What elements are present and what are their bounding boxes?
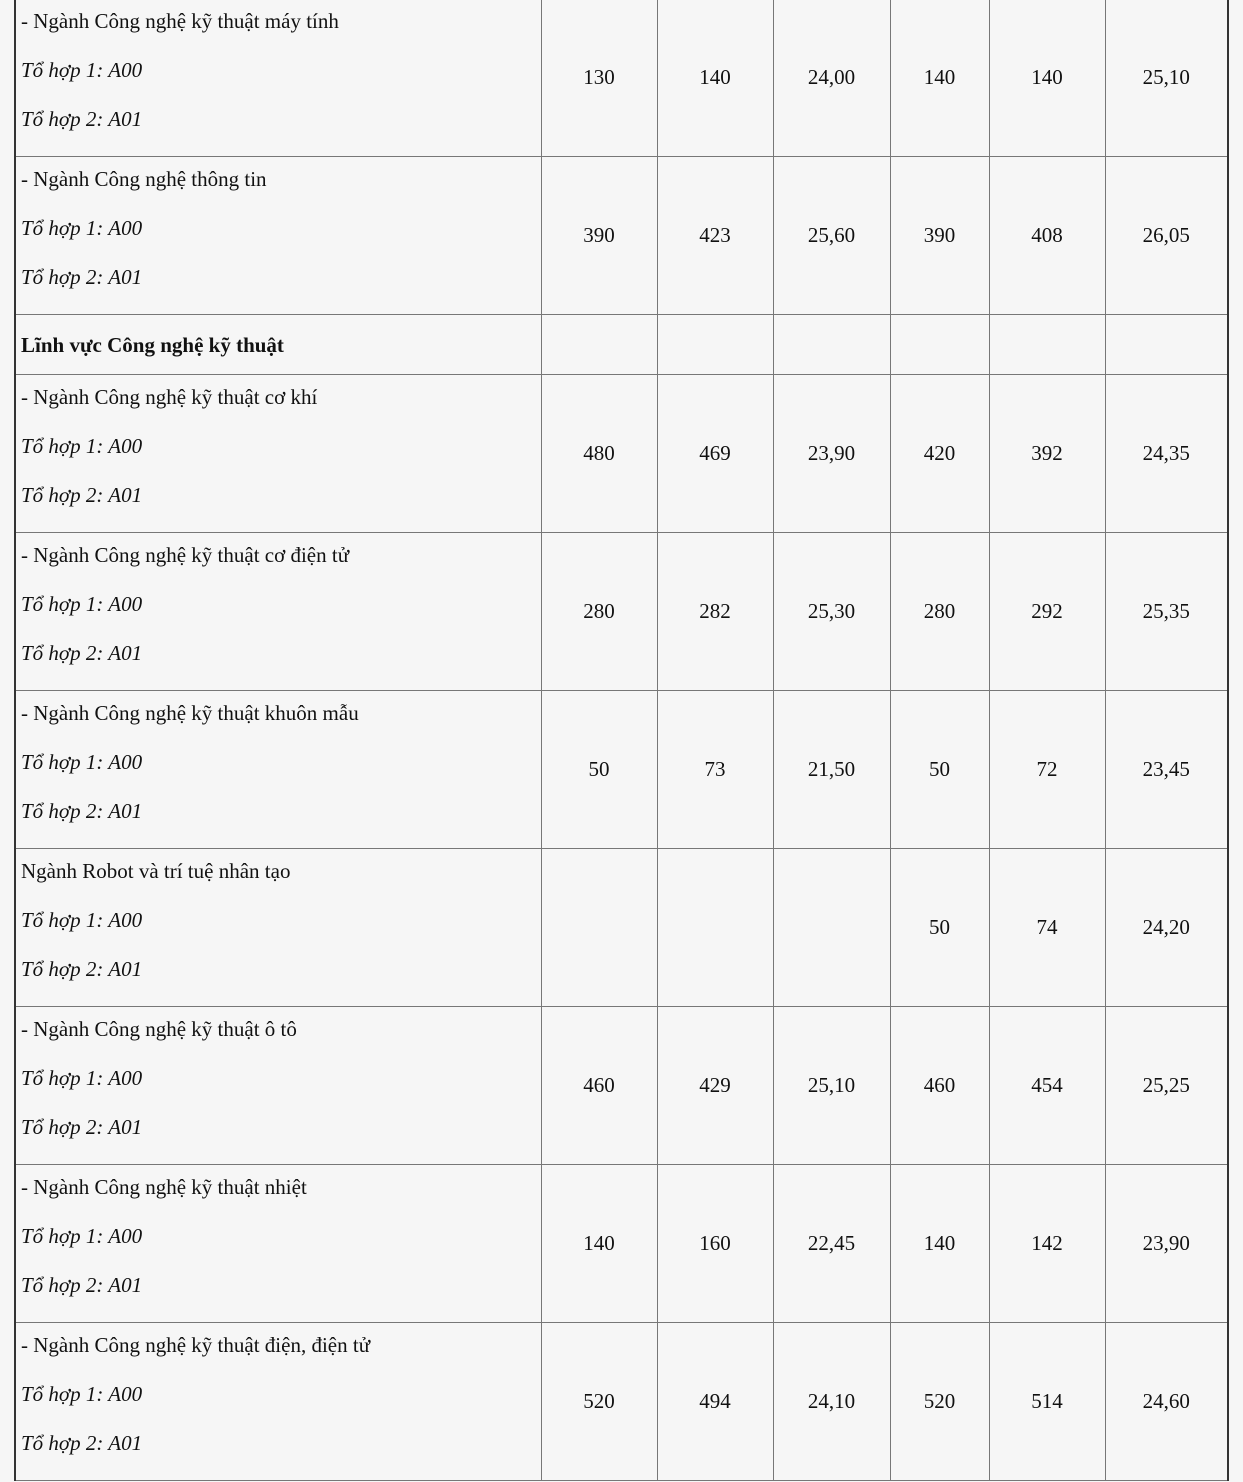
value-cell: 24,10: [773, 1323, 890, 1481]
combination-1: Tổ hợp 1: A00: [21, 750, 143, 774]
value-cell: 25,25: [1105, 1007, 1228, 1165]
value-cell: 429: [657, 1007, 773, 1165]
value-cell: 140: [541, 1165, 657, 1323]
value-cell: 21,50: [773, 691, 890, 849]
value-cell: 390: [541, 157, 657, 315]
value-cell: 22,45: [773, 1165, 890, 1323]
major-name: - Ngành Công nghệ kỹ thuật điện, điện tử: [21, 1333, 371, 1357]
combination-1: Tổ hợp 1: A00: [21, 1224, 143, 1248]
major-cell: [15, 157, 541, 315]
table-body: [15, 0, 1228, 1481]
section-heading: Lĩnh vực Công nghệ kỹ thuật: [21, 332, 284, 357]
value-cell: 520: [541, 1323, 657, 1481]
table-row: [15, 0, 1228, 157]
major-cell: [15, 1165, 541, 1323]
value-cell: 408: [989, 157, 1105, 315]
value-cell: 494: [657, 1323, 773, 1481]
value-cell: 282: [657, 533, 773, 691]
combination-2: Tổ hợp 2: A01: [21, 957, 143, 981]
value-cell: 72: [989, 691, 1105, 849]
table-row: [15, 849, 1228, 1007]
table-row: [15, 533, 1228, 691]
combination-1: Tổ hợp 1: A00: [21, 908, 143, 932]
value-cell: 140: [989, 0, 1105, 157]
combination-1: Tổ hợp 1: A00: [21, 434, 143, 458]
major-name: - Ngành Công nghệ kỹ thuật cơ điện tử: [21, 543, 350, 567]
value-cell: [657, 849, 773, 1007]
table-row: [15, 1165, 1228, 1323]
value-cell: 24,00: [773, 0, 890, 157]
value-cell: 390: [890, 157, 989, 315]
table-row: [15, 1007, 1228, 1165]
combination-2: Tổ hợp 2: A01: [21, 1273, 143, 1297]
value-cell: 25,30: [773, 533, 890, 691]
value-cell: 469: [657, 375, 773, 533]
major-cell: [15, 691, 541, 849]
table-row: [15, 691, 1228, 849]
combination-2: Tổ hợp 2: A01: [21, 641, 143, 665]
value-cell: 140: [890, 1165, 989, 1323]
value-cell: 280: [890, 533, 989, 691]
value-cell: [773, 315, 890, 375]
value-cell: [541, 315, 657, 375]
major-name: - Ngành Công nghệ kỹ thuật cơ khí: [21, 385, 318, 409]
value-cell: 24,20: [1105, 849, 1228, 1007]
major-name: - Ngành Công nghệ thông tin: [21, 167, 267, 191]
value-cell: [773, 849, 890, 1007]
major-name: - Ngành Công nghệ kỹ thuật máy tính: [21, 9, 339, 33]
value-cell: 140: [657, 0, 773, 157]
value-cell: [890, 315, 989, 375]
value-cell: 23,90: [773, 375, 890, 533]
value-cell: 23,45: [1105, 691, 1228, 849]
value-cell: 50: [541, 691, 657, 849]
combination-1: Tổ hợp 1: A00: [21, 1066, 143, 1090]
value-cell: 25,35: [1105, 533, 1228, 691]
major-cell: [15, 0, 541, 157]
major-name: Ngành Robot và trí tuệ nhân tạo: [21, 859, 291, 883]
combination-1: Tổ hợp 1: A00: [21, 216, 143, 240]
value-cell: 23,90: [1105, 1165, 1228, 1323]
value-cell: 50: [890, 849, 989, 1007]
value-cell: 420: [890, 375, 989, 533]
section-cell: [15, 315, 541, 375]
major-cell: [15, 1007, 541, 1165]
value-cell: 130: [541, 0, 657, 157]
value-cell: [541, 849, 657, 1007]
value-cell: 514: [989, 1323, 1105, 1481]
value-cell: 423: [657, 157, 773, 315]
value-cell: 25,10: [1105, 0, 1228, 157]
value-cell: 160: [657, 1165, 773, 1323]
combination-1: Tổ hợp 1: A00: [21, 58, 143, 82]
combination-2: Tổ hợp 2: A01: [21, 1431, 143, 1455]
table-row: [15, 375, 1228, 533]
value-cell: 25,10: [773, 1007, 890, 1165]
value-cell: 460: [541, 1007, 657, 1165]
major-name: - Ngành Công nghệ kỹ thuật nhiệt: [21, 1175, 307, 1199]
value-cell: [989, 315, 1105, 375]
value-cell: 50: [890, 691, 989, 849]
value-cell: 140: [890, 0, 989, 157]
combination-2: Tổ hợp 2: A01: [21, 265, 143, 289]
value-cell: [657, 315, 773, 375]
value-cell: 24,60: [1105, 1323, 1228, 1481]
value-cell: [1105, 315, 1228, 375]
major-name: - Ngành Công nghệ kỹ thuật khuôn mẫu: [21, 701, 359, 725]
major-cell: [15, 533, 541, 691]
admissions-table: [14, 0, 1229, 1481]
section-row: [15, 315, 1228, 375]
value-cell: 73: [657, 691, 773, 849]
value-cell: 460: [890, 1007, 989, 1165]
value-cell: 24,35: [1105, 375, 1228, 533]
value-cell: 292: [989, 533, 1105, 691]
value-cell: 26,05: [1105, 157, 1228, 315]
major-name: - Ngành Công nghệ kỹ thuật ô tô: [21, 1017, 297, 1041]
combination-1: Tổ hợp 1: A00: [21, 592, 143, 616]
major-cell: [15, 1323, 541, 1481]
value-cell: 454: [989, 1007, 1105, 1165]
major-cell: [15, 375, 541, 533]
value-cell: 25,60: [773, 157, 890, 315]
combination-2: Tổ hợp 2: A01: [21, 107, 143, 131]
table-row: [15, 1323, 1228, 1481]
combination-2: Tổ hợp 2: A01: [21, 483, 143, 507]
value-cell: 480: [541, 375, 657, 533]
value-cell: 392: [989, 375, 1105, 533]
value-cell: 520: [890, 1323, 989, 1481]
combination-2: Tổ hợp 2: A01: [21, 1115, 143, 1139]
major-cell: [15, 849, 541, 1007]
table-row: [15, 157, 1228, 315]
value-cell: 142: [989, 1165, 1105, 1323]
combination-1: Tổ hợp 1: A00: [21, 1382, 143, 1406]
value-cell: 74: [989, 849, 1105, 1007]
value-cell: 280: [541, 533, 657, 691]
combination-2: Tổ hợp 2: A01: [21, 799, 143, 823]
